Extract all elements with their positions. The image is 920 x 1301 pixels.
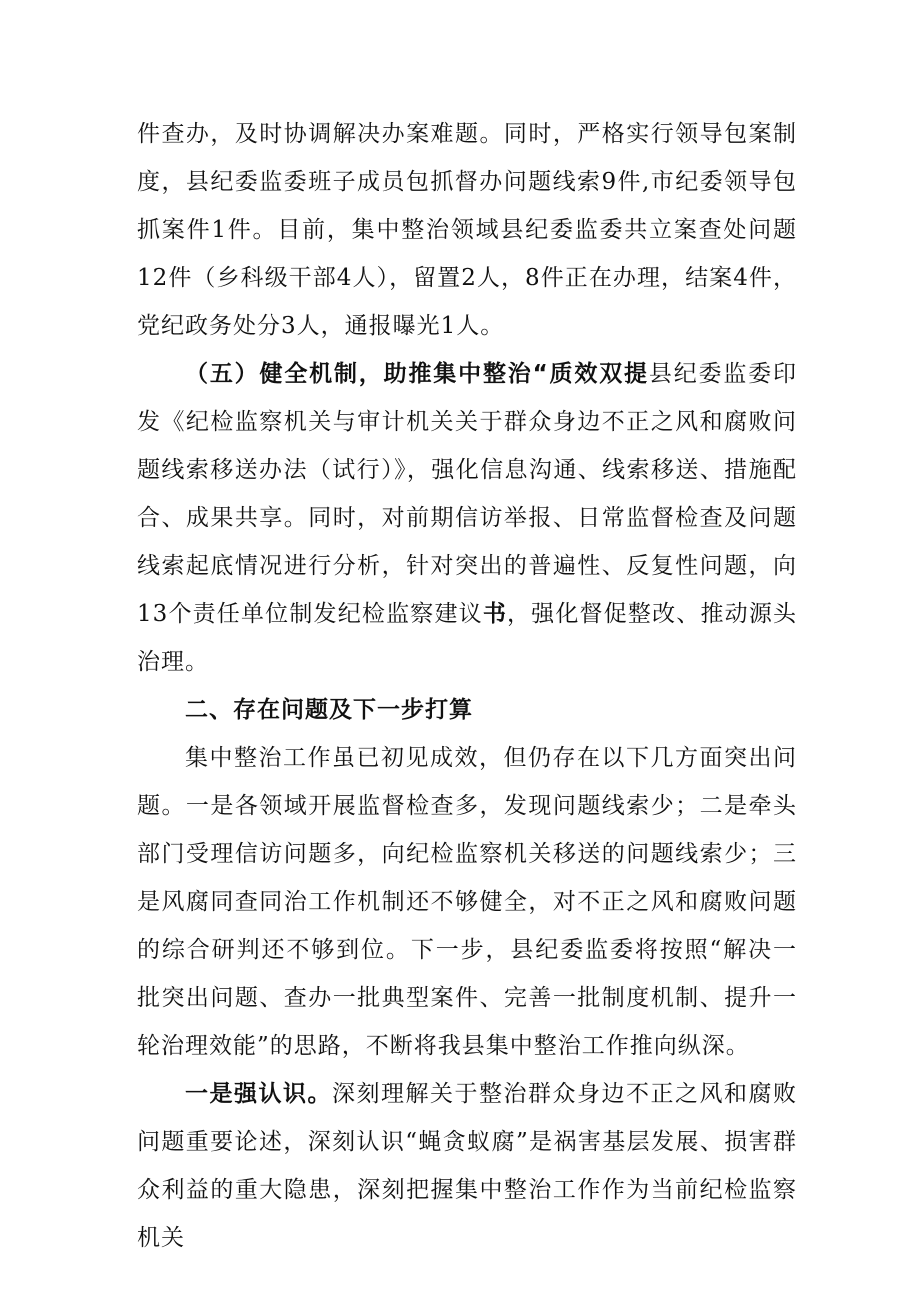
document-body — [137, 110, 797, 1262]
paragraph-text-end: ，强化督促整改、推动源头治理。 — [137, 601, 797, 675]
section-heading-problems: 二、存在问题及下一步打算 — [185, 697, 473, 723]
bold-character: 书 — [482, 601, 507, 627]
paragraph-mechanism — [137, 350, 797, 686]
paragraph-case-handling — [137, 110, 797, 350]
paragraph-text: 县纪委监委印发《纪检监察机关与审计机关关于群众身边不正之风和腐败问题线索移送办法（试行）》，强化信息沟通、线索移送、措施配合、成果共享。同时，对前期信访举报、日常监督检查及问题线索起底情况进行分析，针对突出的普遍性、反复性问题，向13个责任单位制发纪检监察建议 — [137, 361, 797, 627]
subsection-heading-mechanism: （五）健全机制，助推集中整治“质效双提 — [185, 361, 649, 387]
paragraph-text: 件查办，及时协调解决办案难题。同时，严格实行领导包案制度，县纪委监委班子成员包抓督办问题线索9件,市纪委领导包抓案件1件。目前，集中整治领域县纪委监委共立案查处问题12件（乡科级干部4人），留置2人，8件正在办理，结案4件，党纪政务处分3人，通报曝光1人。 — [137, 121, 797, 339]
paragraph-awareness — [137, 1070, 797, 1262]
point-heading-awareness: 一是强认识。 — [185, 1081, 332, 1107]
paragraph-text: 集中整治工作虽已初见成效，但仍存在以下几方面突出问题。一是各领域开展监督检查多，发现问题线索少；二是牵头部门受理信访问题多，向纪检监察机关移送的问题线索少；三是风腐同查同治工作机制还不够健全，对不正之风和腐败问题的综合研判还不够到位。下一步，县纪委监委将按照“解决一批突出问题、查办一批典型案件、完善一批制度机制、提升一轮治理效能”的思路，不断将我县集中整治工作推向纵深。 — [137, 745, 797, 1059]
paragraph-text: 深刻理解关于整治群众身边不正之风和腐败问题重要论述，深刻认识“蝇贪蚁腐”是祸害基层发展、损害群众利益的重大隐患，深刻把握集中整治工作作为当前纪检监察机关 — [137, 1081, 797, 1251]
paragraph-problems — [137, 734, 797, 1070]
